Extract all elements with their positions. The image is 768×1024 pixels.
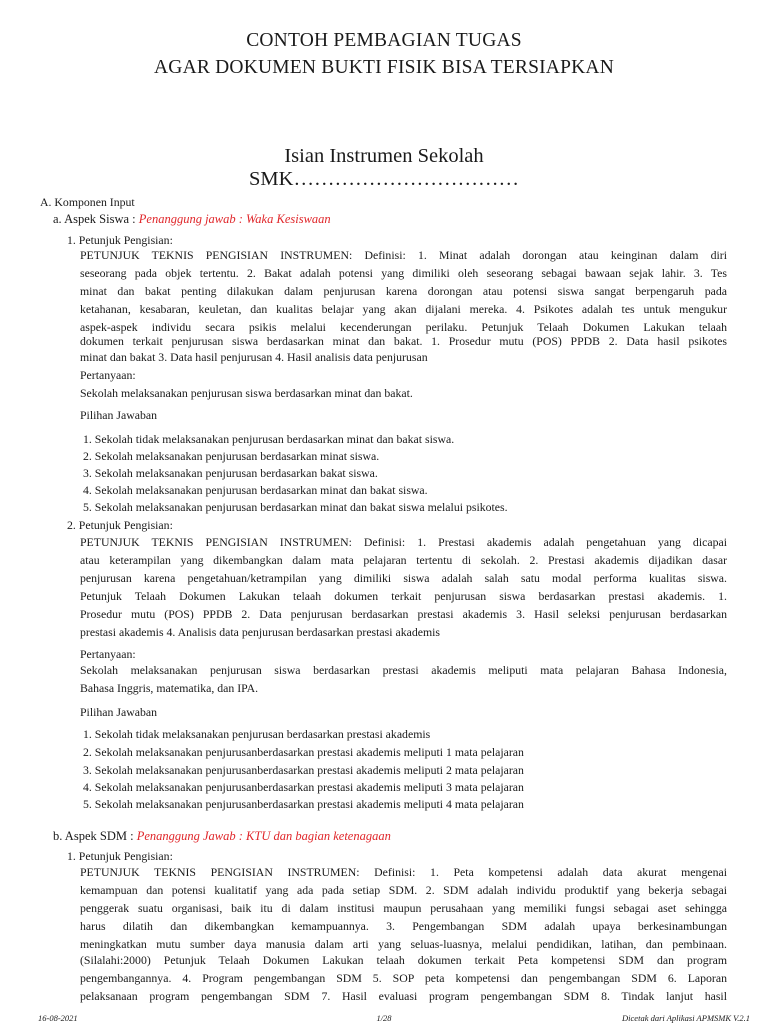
answer-option: 1. Sekolah tidak melaksanakan penjurusan berdasarkan prestasi akademis (83, 727, 431, 741)
paragraph-line: pelaksanaan program pengembangan SDM 7. Hasil evaluasi program pengembangan SDM 8. Tindak lanjut hasil (80, 989, 727, 1003)
answers-label: Pilihan Jawaban (80, 408, 157, 422)
answer-option: 4. Sekolah melaksanakan penjurusanberdasarkan prestasi akademis meliputi 3 mata pelajaran (83, 780, 524, 794)
paragraph-line: PETUNJUK TEKNIS PENGISIAN INSTRUMEN: Definisi: 1. Peta kompetensi adalah data akurat mengenai (80, 865, 727, 879)
paragraph-line: penggerak suatu organisasi, baik itu di dalam institusi maupun perusahaan yang memiliki fungsi sebagai aset sehingga (80, 901, 727, 915)
paragraph-line: Petunjuk Telaah Dokumen Lakukan telaah dokumen terkait penjurusan siswa berdasarkan prestasi akademis. 1. (80, 589, 727, 603)
aspect-b-responsible: Penanggung Jawab : KTU dan bagian ketenagaan (136, 829, 391, 843)
paragraph-line: ketahanan, kesabaran, keuletan, dan kualitas belajar yang akan dijalani mereka. 4. Psikotes adalah tes untuk mengukur (80, 302, 727, 316)
aspect-b-label: b. Aspek SDM : (53, 829, 137, 843)
paragraph-line: PETUNJUK TEKNIS PENGISIAN INSTRUMEN: Definisi: 1. Minat adalah dorongan atau keinginan dalam diri (80, 248, 727, 262)
paragraph-line: atau keterampilan yang dikembangkan dalam mata pelajaran tertentu di sekolah. 2. Prestasi akademis dijadikan dasar (80, 553, 727, 567)
paragraph-line: prestasi akademis 4. Analisis data penjurusan berdasarkan prestasi akademis (80, 625, 441, 639)
section-heading: A. Komponen Input (40, 195, 135, 209)
subtitle-line-2: SMK…………………………… (249, 168, 519, 190)
paragraph-line: Prosedur mutu (POS) PPDB 2. Data penjurusan berdasarkan prestasi akademis 3. Hasil seleksi penjurusan berdasarkan (80, 607, 727, 621)
answer-option: 2. Sekolah melaksanakan penjurusanberdasarkan prestasi akademis meliputi 1 mata pelajaran (83, 745, 524, 759)
paragraph-line: pengembangannya. 4. Program pengembangan SDM 5. SOP peta kompetensi dan pengembangan SDM 6. Laporan (80, 971, 727, 985)
answer-option: 5. Sekolah melaksanakan penjurusanberdasarkan prestasi akademis meliputi 4 mata pelajaran (83, 797, 524, 811)
question-text: Sekolah melaksanakan penjurusan siswa berdasarkan minat dan bakat. (80, 386, 413, 400)
aspect-b-heading (53, 829, 391, 843)
paragraph-line: meningkatkan mutu sumber daya manusia dalam arti yang seluas-luasnya, melalui pendidikan, latihan, dan pembinaan. (80, 937, 727, 951)
aspect-a-heading (53, 212, 331, 226)
question-label: Pertanyaan: (80, 368, 136, 382)
answer-option: 2. Sekolah melaksanakan penjurusan berdasarkan minat siswa. (83, 449, 380, 463)
subtitle-line-1: Isian Instrumen Sekolah (284, 145, 484, 167)
question-label: Pertanyaan: (80, 647, 136, 661)
answer-option: 5. Sekolah melaksanakan penjurusan berdasarkan minat dan bakat siswa melalui psikotes. (83, 500, 508, 514)
answer-option: 4. Sekolah melaksanakan penjurusan berdasarkan minat dan bakat siswa. (83, 483, 428, 497)
footer-page-number: 1/28 (376, 1013, 392, 1023)
item-heading: 1. Petunjuk Pengisian: (67, 233, 173, 247)
question-text: Sekolah melaksanakan penjurusan siswa berdasarkan prestasi akademis meliputi mata pelajaran Bahasa Indonesia, (80, 663, 727, 677)
paragraph-line: harus dilatih dan dikembangkan kemampuannya. 3. Pengembangan SDM adalah upaya berkesinambungan (80, 919, 727, 933)
paragraph-line: PETUNJUK TEKNIS PENGISIAN INSTRUMEN: Definisi: 1. Prestasi akademis adalah pengetahuan yang dicapai (80, 535, 727, 549)
aspect-a-responsible: Penanggung jawab : Waka Kesiswaan (138, 212, 331, 226)
answer-option: 3. Sekolah melaksanakan penjurusan berdasarkan bakat siswa. (83, 466, 378, 480)
paragraph-line: (Silalahi:2000) Petunjuk Telaah Dokumen Lakukan telaah dokumen terkait Peta kompetensi SDM dan program (80, 953, 727, 967)
item-heading: 2. Petunjuk Pengisian: (67, 518, 173, 532)
paragraph-line: penjurusan karena pengetahuan/ketrampilan yang dimiliki siswa adalah salah satu modal performa kualitas siswa. (80, 571, 727, 585)
answer-option: 3. Sekolah melaksanakan penjurusanberdasarkan prestasi akademis meliputi 2 mata pelajaran (83, 763, 524, 777)
title-line-1: CONTOH PEMBAGIAN TUGAS (246, 30, 522, 51)
answers-label: Pilihan Jawaban (80, 705, 157, 719)
question-text: Bahasa Inggris, matematika, dan IPA. (80, 681, 259, 695)
paragraph-line: aspek-aspek individu secara psikis melalui kecenderungan perilaku. Petunjuk Telaah Dokumen Lakukan telaah (80, 320, 727, 334)
paragraph-line: kemampuan dan potensi kualitatif yang ada pada setiap SDM. 2. SDM adalah individu produktif yang bekerja sebagai (80, 883, 727, 897)
paragraph-line: dokumen terkait penjurusan siswa berdasarkan minat dan bakat. 1. Prosedur mutu (POS) PPDB 2. Data hasil psikotes (80, 334, 727, 348)
item-heading: 1. Petunjuk Pengisian: (67, 849, 173, 863)
title-line-2: AGAR DOKUMEN BUKTI FISIK BISA TERSIAPKAN (154, 57, 614, 78)
footer-source: Dicetak dari Aplikasi APMSMK V.2.1 (622, 1013, 750, 1023)
footer-date: 16-08-2021 (38, 1013, 78, 1023)
paragraph-line: minat dan bakat penting dilakukan dalam penjurusan karena dorongan atau potensi siswa sangat berpengaruh pada (80, 284, 727, 298)
paragraph-line: minat dan bakat 3. Data hasil penjurusan 4. Hasil analisis data penjurusan (80, 350, 428, 364)
answer-option: 1. Sekolah tidak melaksanakan penjurusan berdasarkan minat dan bakat siswa. (83, 432, 455, 446)
paragraph-line: seseorang pada objek tertentu. 2. Bakat adalah potensi yang dimiliki oleh seseorang sebagai bawaan sejak lahir. 3. Tes (80, 266, 727, 280)
aspect-a-label: a. Aspek Siswa : (53, 212, 139, 226)
